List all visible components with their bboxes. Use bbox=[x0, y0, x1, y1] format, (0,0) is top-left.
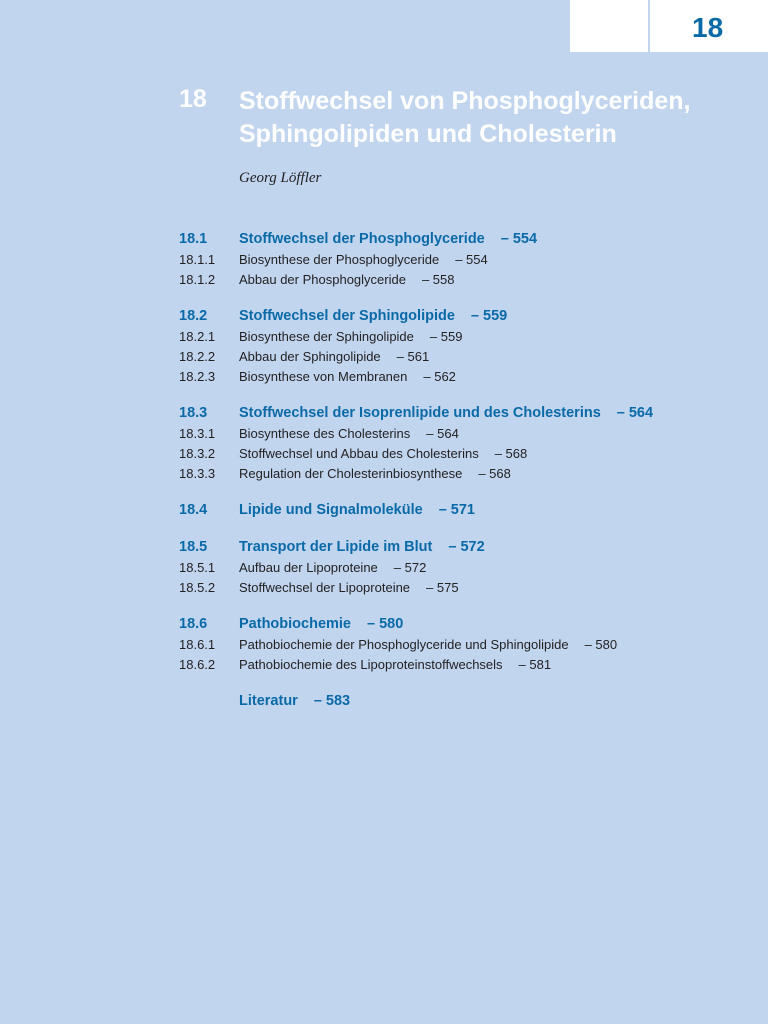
toc-subentry-page: – 554 bbox=[455, 252, 488, 267]
toc-entry-page: – 571 bbox=[438, 502, 475, 518]
toc-subentry-title: Aufbau der Lipoproteine bbox=[239, 560, 378, 575]
chapter-title: Stoffwechsel von Phosphoglyceriden, Sphingolipiden und Cholesterin bbox=[239, 87, 691, 148]
toc-entry-title: Stoffwechsel der Phosphoglyceride bbox=[239, 231, 485, 247]
toc-subentry-title: Biosynthese des Cholesterins bbox=[239, 426, 411, 441]
toc-entry-number: 18.1 bbox=[179, 231, 208, 247]
toc-subentry-page: – 564 bbox=[426, 426, 459, 441]
toc-subentry[interactable] bbox=[179, 558, 759, 578]
toc-entry-title: Literatur bbox=[239, 693, 298, 709]
toc-subentry-title: Abbau der Phosphoglyceride bbox=[239, 272, 406, 287]
toc-subentry[interactable] bbox=[179, 578, 759, 598]
toc-subentry[interactable] bbox=[179, 327, 759, 347]
toc-subentry-title: Abbau der Sphingolipide bbox=[239, 349, 381, 364]
toc-subentry-number: 18.6.2 bbox=[179, 657, 216, 672]
toc-subentry-page: – 580 bbox=[584, 637, 618, 652]
toc-subentry[interactable] bbox=[179, 444, 759, 464]
toc-entry-number: 18.4 bbox=[179, 502, 208, 518]
toc-subentry-title: Stoffwechsel der Lipoproteine bbox=[239, 580, 411, 595]
toc-subentry[interactable] bbox=[179, 347, 759, 367]
toc-section bbox=[179, 402, 759, 484]
toc-section bbox=[179, 305, 759, 387]
toc-subentry-page: – 568 bbox=[478, 466, 511, 481]
toc-entry[interactable] bbox=[179, 305, 759, 327]
toc-section bbox=[179, 536, 759, 598]
toc-entry-page: – 554 bbox=[500, 231, 538, 247]
toc-subentry-page: – 575 bbox=[426, 580, 459, 595]
table-of-contents bbox=[179, 228, 759, 727]
toc-subentry-page: – 561 bbox=[396, 349, 430, 364]
toc-entry-page: – 583 bbox=[313, 693, 351, 709]
chapter-number: 18 bbox=[179, 85, 207, 113]
toc-subentry-title: Biosynthese der Phosphoglyceride bbox=[239, 252, 440, 267]
toc-subentry-number: 18.1.1 bbox=[179, 252, 216, 267]
toc-subentry-title: Pathobiochemie der Phosphoglyceride und Sphingolipide bbox=[239, 637, 569, 652]
toc-entry-page: – 559 bbox=[470, 308, 508, 324]
toc-entry[interactable] bbox=[179, 228, 759, 250]
toc-entry[interactable] bbox=[179, 613, 759, 635]
toc-entry-page: – 580 bbox=[367, 616, 404, 632]
toc-subentry-number: 18.5.1 bbox=[179, 560, 216, 575]
toc-entry-number: 18.3 bbox=[179, 405, 208, 421]
toc-entry-page: – 564 bbox=[616, 405, 654, 421]
toc-subentry-title: Biosynthese der Sphingolipide bbox=[239, 329, 414, 344]
toc-subentry[interactable] bbox=[179, 250, 759, 270]
toc-entry-page: – 572 bbox=[448, 539, 485, 555]
chapter-author: Georg Löffler bbox=[239, 170, 322, 186]
toc-section bbox=[179, 690, 759, 712]
toc-subentry-number: 18.5.2 bbox=[179, 580, 216, 595]
toc-subentry-number: 18.3.2 bbox=[179, 446, 216, 461]
toc-subentry-number: 18.3.1 bbox=[179, 426, 216, 441]
toc-entry[interactable] bbox=[179, 499, 759, 521]
toc-entry-title: Lipide und Signalmoleküle bbox=[239, 502, 423, 518]
toc-section bbox=[179, 613, 759, 675]
toc-subentry-title: Pathobiochemie des Lipoproteinstoffwechsels bbox=[239, 657, 503, 672]
toc-subentry-page: – 581 bbox=[518, 657, 552, 672]
toc-subentry[interactable] bbox=[179, 367, 759, 387]
toc-entry[interactable] bbox=[179, 536, 759, 558]
toc-subentry-page: – 559 bbox=[429, 329, 463, 344]
toc-subentry-number: 18.3.3 bbox=[179, 466, 216, 481]
toc-entry-title: Stoffwechsel der Sphingolipide bbox=[239, 308, 455, 324]
toc-subentry-page: – 558 bbox=[421, 272, 455, 287]
toc-entry-title: Stoffwechsel der Isoprenlipide und des Cholesterins bbox=[239, 405, 601, 421]
toc-subentry[interactable] bbox=[179, 424, 759, 444]
toc-subentry-title: Biosynthese von Membranen bbox=[239, 369, 408, 384]
toc-entry[interactable] bbox=[179, 402, 759, 424]
toc-subentry-number: 18.2.1 bbox=[179, 329, 216, 344]
toc-subentry[interactable] bbox=[179, 635, 759, 655]
toc-entry[interactable] bbox=[179, 690, 759, 712]
toc-subentry-title: Stoffwechsel und Abbau des Cholesterins bbox=[239, 446, 479, 461]
toc-subentry-title: Regulation der Cholesterinbiosynthese bbox=[239, 466, 463, 481]
toc-entry-title: Pathobiochemie bbox=[239, 616, 351, 632]
toc-subentry-page: – 572 bbox=[393, 560, 427, 575]
toc-entry-number: 18.6 bbox=[179, 616, 208, 632]
toc-subentry-page: – 562 bbox=[423, 369, 456, 384]
toc-subentry-page: – 568 bbox=[494, 446, 528, 461]
toc-entry-title: Transport der Lipide im Blut bbox=[239, 539, 433, 555]
toc-section bbox=[179, 228, 759, 290]
chapter-tab-number: 18 bbox=[692, 12, 724, 43]
toc-subentry-number: 18.2.2 bbox=[179, 349, 216, 364]
toc-subentry-number: 18.2.3 bbox=[179, 369, 216, 384]
toc-subentry-number: 18.1.2 bbox=[179, 272, 216, 287]
toc-subentry[interactable] bbox=[179, 655, 759, 675]
toc-section bbox=[179, 499, 759, 521]
toc-entry-number: 18.5 bbox=[179, 539, 208, 555]
toc-subentry[interactable] bbox=[179, 270, 759, 290]
header-blank-tab bbox=[570, 0, 648, 52]
toc-subentry[interactable] bbox=[179, 464, 759, 484]
toc-subentry-number: 18.6.1 bbox=[179, 637, 216, 652]
toc-entry-number: 18.2 bbox=[179, 308, 208, 324]
